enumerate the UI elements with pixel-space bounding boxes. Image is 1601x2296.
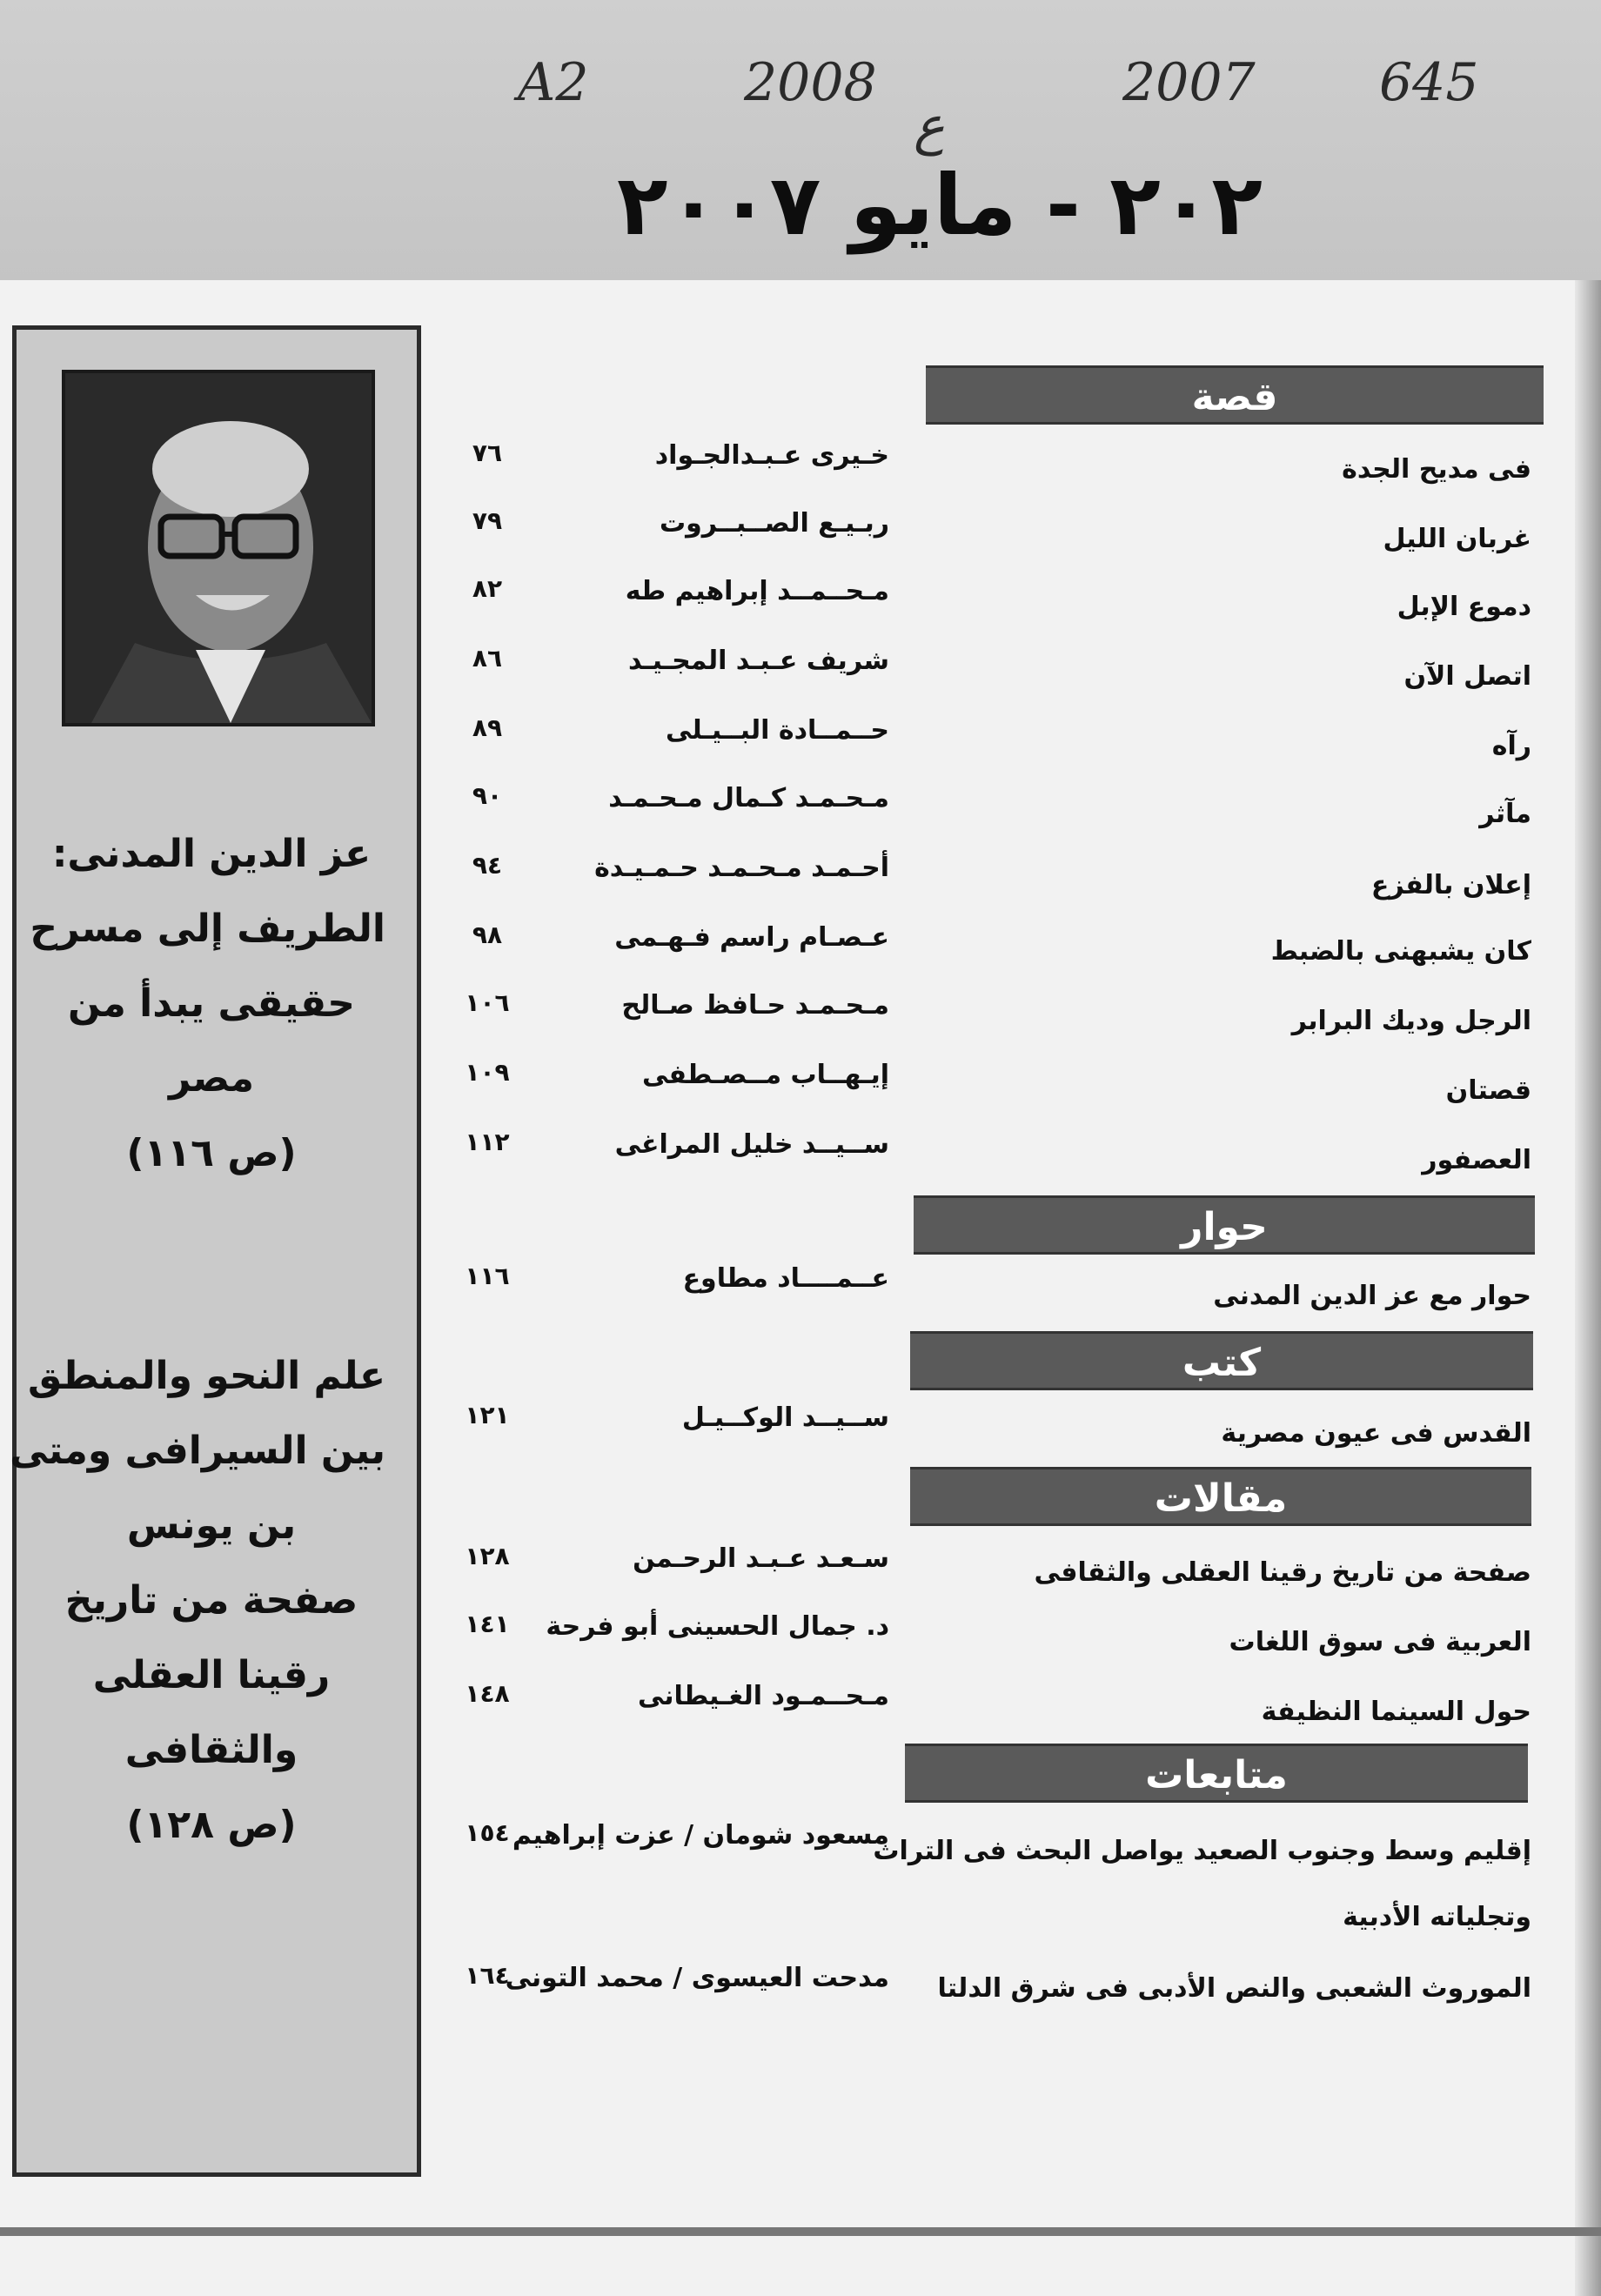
toc-entry-title[interactable]: مآثر — [1479, 799, 1531, 829]
bottom-rule — [0, 2227, 1601, 2236]
toc-entry-page: ٨٦ — [472, 644, 503, 673]
feature-line: (ص ١١٦) — [126, 1131, 297, 1175]
toc-entry-page: ٩٠ — [472, 781, 503, 810]
feature-line: مصر — [169, 1056, 254, 1101]
toc-entry-page: ١٢١ — [465, 1401, 510, 1429]
portrait-illustration — [65, 373, 372, 723]
toc-entry-title[interactable]: فى مديح الجدة — [1342, 454, 1531, 485]
handwritten-note: 2008 — [744, 52, 877, 113]
toc-entry-title[interactable]: رآه — [1491, 731, 1531, 761]
section-header-articles: مقالات — [910, 1467, 1531, 1526]
toc-entry-page: ١٦٤ — [465, 1961, 510, 1990]
toc-entry-author: عــمــــاد مطاوع — [682, 1263, 889, 1294]
toc-entry-author: مدحت العيسوى / محمد التونى — [505, 1963, 889, 1993]
issue-title: ٢٠٢ - مايو ٢٠٠٧ — [617, 157, 1263, 254]
handwritten-note: A2 — [518, 52, 589, 113]
section-header-books: كتب — [910, 1331, 1533, 1390]
toc-entry-page: ١١٦ — [465, 1262, 510, 1290]
feature-promo-interview — [30, 817, 385, 1191]
toc-entry-author: سـعـد عـبـد الرحـمن — [633, 1543, 889, 1574]
toc-entry-author: ســيــد الوكــيـل — [681, 1402, 889, 1433]
feature-promo-article — [10, 1339, 385, 1863]
toc-entry-title[interactable]: القدس فى عيون مصرية — [1221, 1418, 1531, 1449]
toc-entry-author: أحـمـد مـحـمـد حـمـيـدة — [594, 853, 889, 883]
toc-entry-page: ٨٩ — [472, 713, 503, 742]
feature-line: بين السيرافى ومتى — [10, 1429, 385, 1473]
toc-entry-title[interactable]: الرجل وديك البرابر — [1291, 1006, 1531, 1036]
feature-line: علم النحو والمنطق — [28, 1354, 385, 1398]
toc-entry-author: حــمــادة البــيـلى — [666, 715, 889, 746]
toc-entry-title[interactable]: العصفور — [1422, 1145, 1531, 1175]
feature-line: (ص ١٢٨) — [126, 1803, 297, 1847]
feature-line: رقينا العقلى — [92, 1653, 331, 1697]
feature-line: حقيقى يبدأ من — [68, 981, 355, 1026]
toc-entry-author: ربـيـع الصــبــروت — [659, 508, 889, 539]
sidebar-panel — [12, 325, 421, 2177]
toc-entry-page: ٧٦ — [472, 438, 503, 467]
toc-entry-author: مـحــمــد إبراهيم طه — [625, 576, 889, 606]
toc-entry-page: ٨٢ — [472, 574, 503, 603]
toc-entry-title[interactable]: حول السينما النظيفة — [1261, 1697, 1531, 1727]
toc-entry-title[interactable]: الموروث الشعبى والنص الأدبى فى شرق الدلتا — [937, 1973, 1531, 2004]
toc-entry-author: إيـهــاب مــصـطفى — [641, 1060, 889, 1090]
feature-line: والثقافى — [124, 1728, 298, 1772]
toc-entry-title[interactable]: دموع الإبل — [1397, 592, 1531, 622]
toc-entry-page: ٩٤ — [472, 851, 503, 880]
toc-entry-page: ١١٢ — [465, 1128, 510, 1156]
toc-entry-title[interactable]: إعلان بالفزع — [1370, 870, 1531, 900]
feature-line: صفحة من تاريخ — [64, 1578, 358, 1623]
feature-line: بن يونس — [126, 1503, 297, 1548]
toc-entry-author: عـصـام راسم فـهـمى — [614, 922, 889, 953]
toc-entry-page: ٩٨ — [472, 920, 503, 949]
toc-entry-author: ســيــد خليل المراغى — [614, 1129, 889, 1160]
page-edge — [1575, 280, 1601, 2296]
toc-entry-page: ١٠٦ — [465, 988, 510, 1017]
toc-entry-author: مـحـمـد حـافظ صـالح — [621, 990, 889, 1021]
toc-entry-page: ١٢٨ — [465, 1542, 510, 1570]
toc-entry-title[interactable]: العربية فى سوق اللغات — [1229, 1627, 1531, 1657]
toc-entry-title[interactable]: قصتان — [1445, 1075, 1531, 1106]
toc-entry-title[interactable]: إقليم وسط وجنوب الصعيد يواصل البحث فى التراث — [873, 1836, 1531, 1866]
section-header-followups: متابعات — [905, 1744, 1528, 1803]
toc-entry-author: مسعود شومان / عزت إبراهيم — [512, 1820, 889, 1851]
toc-entry-page: ١٥٤ — [465, 1818, 510, 1847]
handwritten-note: ع — [914, 96, 945, 157]
toc-entry-page: ١٤٨ — [465, 1679, 510, 1708]
toc-entry-title[interactable]: كان يشبهنى بالضبط — [1270, 936, 1531, 967]
toc-entry-page: ١٤١ — [465, 1610, 510, 1638]
section-header-interview: حوار — [914, 1195, 1535, 1255]
feature-line: الطريف إلى مسرح — [30, 907, 385, 951]
toc-entry-page: ١٠٩ — [465, 1058, 510, 1087]
section-header-story: قصة — [926, 365, 1544, 425]
toc-entry-author: مـحـمـد كـمال مـحـمـد — [608, 783, 889, 813]
toc-entry-author: شريف عـبـد المجـيـد — [628, 646, 889, 676]
toc-entry-page: ٧٩ — [472, 506, 503, 535]
author-photo — [62, 370, 375, 726]
toc-entry-title[interactable]: حوار مع عز الدين المدنى — [1213, 1281, 1531, 1311]
toc-entry-title[interactable]: غربان الليل — [1383, 524, 1531, 554]
toc-entry-author: خـيرى عـبـدالجـواد — [654, 440, 889, 471]
toc-entry-title[interactable]: اتصل الآن — [1403, 661, 1531, 692]
handwritten-note: 645 — [1379, 52, 1479, 113]
toc-entry-author: د. جمال الحسينى أبو فرحة — [546, 1611, 889, 1642]
toc-entry-title-continued[interactable]: وتجلياته الأدبية — [1343, 1902, 1531, 1932]
handwritten-notes — [0, 52, 1601, 157]
handwritten-note: 2007 — [1122, 52, 1256, 113]
feature-line: عز الدين المدنى: — [51, 832, 372, 876]
toc-entry-author: مـحــمـود الغـيطانى — [637, 1681, 889, 1711]
toc-entry-title[interactable]: صفحة من تاريخ رقينا العقلى والثقافى — [1034, 1557, 1531, 1588]
